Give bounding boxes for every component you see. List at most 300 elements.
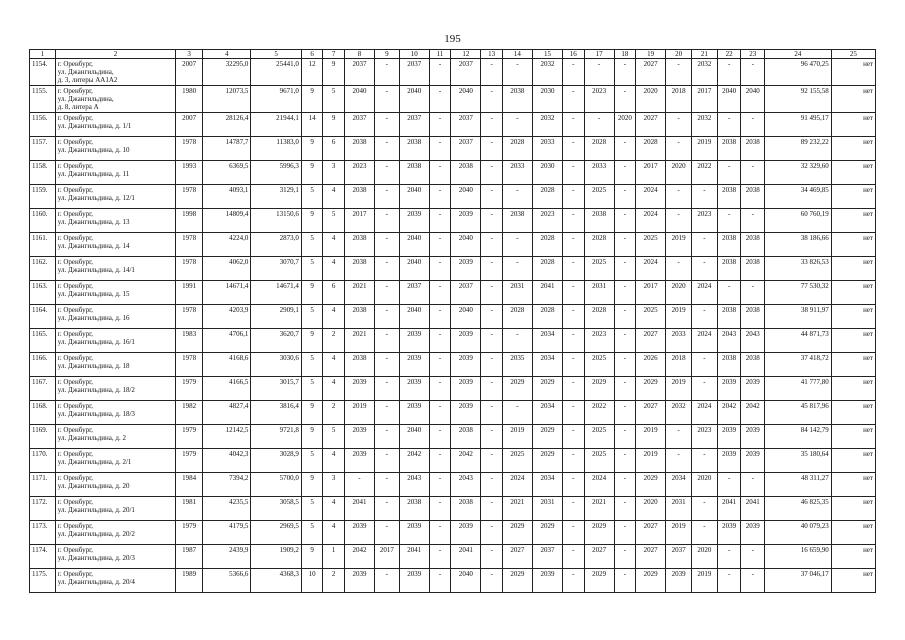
cell-col-16: - [563, 305, 584, 329]
cell-col-12: 2039 [451, 353, 481, 377]
cell-col-23: 2038 [741, 353, 765, 377]
cell-col-14: 2038 [502, 86, 532, 113]
cell-col-17: - [584, 59, 614, 86]
cell-col-12: 2043 [451, 473, 481, 497]
cell-col-16: - [563, 449, 584, 473]
cell-col-5: 25441,0 [251, 59, 302, 86]
cell-col-22: - [717, 59, 741, 86]
row-number: 1175. [30, 569, 56, 593]
cell-col-18: - [614, 161, 635, 185]
cell-col-9: - [374, 401, 399, 425]
cell-col-5: 3058,5 [251, 497, 302, 521]
cell-col-22: 2042 [717, 401, 741, 425]
cell-col-25: нет [831, 86, 875, 113]
column-number-cell: 19 [636, 50, 666, 59]
cell-col-19: 2027 [636, 521, 666, 545]
cell-col-19: 2027 [636, 329, 666, 353]
cell-col-19: 2029 [636, 569, 666, 593]
cell-col-18: - [614, 425, 635, 449]
table-row [30, 257, 876, 281]
cell-col-21: 2032 [692, 59, 718, 86]
cell-col-11: - [429, 257, 450, 281]
address-cell [55, 113, 175, 137]
address-line: г. Оренбург, [57, 378, 93, 386]
row-number: 1166. [30, 353, 56, 377]
cell-col-18: - [614, 281, 635, 305]
cell-col-23: 2042 [741, 401, 765, 425]
cell-col-9: - [374, 425, 399, 449]
cell-col-15: 2041 [532, 281, 562, 305]
cell-col-4: 5366,6 [203, 569, 251, 593]
row-number: 1171. [30, 473, 56, 497]
row-number: 1168. [30, 401, 56, 425]
table-row [30, 86, 876, 113]
cell-col-9: - [374, 377, 399, 401]
cell-col-9: - [374, 233, 399, 257]
cell-col-4: 7394,2 [203, 473, 251, 497]
column-number-cell: 2 [55, 50, 175, 59]
cell-col-20: 2031 [666, 497, 692, 521]
cell-col-22: - [717, 281, 741, 305]
cell-col-4: 14787,7 [203, 137, 251, 161]
cell-col-9: - [374, 185, 399, 209]
cell-col-6: 9 [301, 401, 322, 425]
cell-col-21: 2019 [692, 137, 718, 161]
cell-col-22: 2038 [717, 185, 741, 209]
cell-col-9: - [374, 59, 399, 86]
cell-col-6: 5 [301, 233, 322, 257]
cell-col-14: 2025 [502, 449, 532, 473]
cell-col-18: - [614, 257, 635, 281]
cell-col-6: 14 [301, 113, 322, 137]
cell-col-13: - [481, 113, 502, 137]
address-line: г. Оренбург, [57, 498, 93, 506]
cell-col-13: - [481, 569, 502, 593]
cell-col-19: 2028 [636, 137, 666, 161]
cell-col-18: - [614, 545, 635, 569]
row-number: 1173. [30, 521, 56, 545]
cell-col-18: - [614, 59, 635, 86]
column-number-cell: 15 [532, 50, 562, 59]
cell-col-10: 2040 [399, 86, 429, 113]
cell-col-24: 37 046,17 [765, 569, 832, 593]
table-row [30, 113, 876, 137]
cell-col-5: 3070,7 [251, 257, 302, 281]
table-row [30, 449, 876, 473]
column-number-cell: 9 [374, 50, 399, 59]
cell-col-9: - [374, 137, 399, 161]
row-number: 1156. [30, 113, 56, 137]
cell-col-8: 2042 [344, 545, 374, 569]
cell-col-14: - [502, 329, 532, 353]
cell-col-13: - [481, 425, 502, 449]
cell-col-17: 2025 [584, 185, 614, 209]
cell-col-6: 5 [301, 257, 322, 281]
cell-col-6: 9 [301, 161, 322, 185]
cell-col-7: 4 [323, 185, 344, 209]
cell-col-9: - [374, 329, 399, 353]
cell-col-11: - [429, 305, 450, 329]
address-line: г. Оренбург, [57, 210, 93, 218]
cell-col-21: 2022 [692, 161, 718, 185]
address-line: ул. Джангильдина, [57, 95, 114, 103]
cell-col-7: 6 [323, 137, 344, 161]
column-number-cell: 24 [765, 50, 832, 59]
cell-col-13: - [481, 185, 502, 209]
cell-col-19: 2024 [636, 209, 666, 233]
cell-col-23: 2038 [741, 137, 765, 161]
cell-col-12: 2040 [451, 185, 481, 209]
cell-col-10: 2039 [399, 377, 429, 401]
cell-col-5: 1909,2 [251, 545, 302, 569]
cell-col-4: 14671,4 [203, 281, 251, 305]
address-cell [55, 545, 175, 569]
cell-col-21: 2020 [692, 545, 718, 569]
cell-col-10: 2037 [399, 281, 429, 305]
address-line: ул. Джангильдина, д. 18/3 [57, 410, 135, 418]
cell-col-15: 2028 [532, 305, 562, 329]
address-line: ул. Джангильдина, д. 11 [57, 170, 130, 178]
cell-col-3: 1991 [176, 281, 203, 305]
cell-col-25: нет [831, 521, 875, 545]
cell-col-22: - [717, 209, 741, 233]
cell-col-24: 35 180,64 [765, 449, 832, 473]
cell-col-21: - [692, 353, 718, 377]
address-line: ул. Джангильдина, д. 14 [57, 242, 130, 250]
cell-col-16: - [563, 59, 584, 86]
cell-col-12: 2039 [451, 329, 481, 353]
cell-col-4: 12142,5 [203, 425, 251, 449]
cell-col-25: нет [831, 545, 875, 569]
cell-col-23: 2038 [741, 257, 765, 281]
cell-col-12: 2037 [451, 281, 481, 305]
cell-col-4: 2439,9 [203, 545, 251, 569]
cell-col-12: 2037 [451, 113, 481, 137]
cell-col-14: 2033 [502, 161, 532, 185]
cell-col-18: - [614, 86, 635, 113]
column-number-cell: 13 [481, 50, 502, 59]
cell-col-12: 2038 [451, 497, 481, 521]
cell-col-15: 2039 [532, 569, 562, 593]
cell-col-25: нет [831, 113, 875, 137]
cell-col-5: 3030,6 [251, 353, 302, 377]
cell-col-5: 3028,9 [251, 449, 302, 473]
cell-col-19: 2025 [636, 233, 666, 257]
cell-col-11: - [429, 329, 450, 353]
cell-col-13: - [481, 305, 502, 329]
cell-col-24: 41 777,80 [765, 377, 832, 401]
cell-col-6: 5 [301, 185, 322, 209]
address-cell [55, 233, 175, 257]
cell-col-11: - [429, 113, 450, 137]
cell-col-13: - [481, 281, 502, 305]
cell-col-22: 2039 [717, 449, 741, 473]
cell-col-7: 4 [323, 257, 344, 281]
cell-col-10: 2043 [399, 473, 429, 497]
cell-col-6: 5 [301, 497, 322, 521]
cell-col-24: 92 155,58 [765, 86, 832, 113]
cell-col-13: - [481, 449, 502, 473]
cell-col-4: 4166,5 [203, 377, 251, 401]
cell-col-4: 6369,5 [203, 161, 251, 185]
cell-col-25: нет [831, 401, 875, 425]
column-number-cell: 20 [666, 50, 692, 59]
cell-col-24: 48 311,27 [765, 473, 832, 497]
cell-col-20: - [666, 209, 692, 233]
cell-col-4: 12073,5 [203, 86, 251, 113]
address-line: ул. Джангильдина, д. 2/1 [57, 458, 132, 466]
cell-col-18: - [614, 185, 635, 209]
address-line: г. Оренбург, [57, 258, 93, 266]
address-line: ул. Джангильдина, д. 14/1 [57, 266, 135, 274]
cell-col-19: 2020 [636, 497, 666, 521]
cell-col-17: 2022 [584, 401, 614, 425]
cell-col-17: 2025 [584, 449, 614, 473]
cell-col-14: 2024 [502, 473, 532, 497]
cell-col-17: 2033 [584, 161, 614, 185]
cell-col-9: - [374, 161, 399, 185]
cell-col-14: 2035 [502, 353, 532, 377]
cell-col-24: 46 825,35 [765, 497, 832, 521]
cell-col-22: 2038 [717, 305, 741, 329]
cell-col-20: - [666, 59, 692, 86]
cell-col-12: 2038 [451, 161, 481, 185]
cell-col-7: 4 [323, 377, 344, 401]
cell-col-20: 2039 [666, 569, 692, 593]
table-row [30, 209, 876, 233]
cell-col-19: 2024 [636, 257, 666, 281]
column-number-cell: 11 [429, 50, 450, 59]
address-line: ул. Джангильдина, д. 2 [57, 434, 126, 442]
cell-col-20: - [666, 185, 692, 209]
cell-col-16: - [563, 257, 584, 281]
address-line: г. Оренбург, [57, 162, 93, 170]
cell-col-17: - [584, 113, 614, 137]
cell-col-9: - [374, 473, 399, 497]
cell-col-23: 2043 [741, 329, 765, 353]
column-number-cell: 18 [614, 50, 635, 59]
cell-col-19: 2024 [636, 185, 666, 209]
cell-col-9: - [374, 257, 399, 281]
address-cell [55, 161, 175, 185]
cell-col-12: 2040 [451, 86, 481, 113]
cell-col-8: 2039 [344, 377, 374, 401]
cell-col-3: 1981 [176, 497, 203, 521]
column-number-cell: 10 [399, 50, 429, 59]
address-line: ул. Джангильдина, д. 18 [57, 362, 130, 370]
cell-col-16: - [563, 161, 584, 185]
cell-col-18: - [614, 137, 635, 161]
cell-col-25: нет [831, 329, 875, 353]
cell-col-9: 2017 [374, 545, 399, 569]
cell-col-14: 2028 [502, 137, 532, 161]
cell-col-3: 1987 [176, 545, 203, 569]
cell-col-3: 1978 [176, 257, 203, 281]
address-cell [55, 449, 175, 473]
cell-col-14: 2019 [502, 425, 532, 449]
cell-col-24: 60 760,19 [765, 209, 832, 233]
cell-col-3: 1978 [176, 233, 203, 257]
address-cell [55, 257, 175, 281]
cell-col-20: 2020 [666, 281, 692, 305]
cell-col-17: 2028 [584, 305, 614, 329]
cell-col-11: - [429, 521, 450, 545]
address-line: ул. Джангильдина, д. 13 [57, 218, 130, 226]
cell-col-12: 2040 [451, 233, 481, 257]
cell-col-5: 21944,1 [251, 113, 302, 137]
table-row [30, 59, 876, 86]
cell-col-14: 2029 [502, 377, 532, 401]
address-cell [55, 401, 175, 425]
cell-col-21: 2023 [692, 425, 718, 449]
cell-col-16: - [563, 425, 584, 449]
address-line: г. Оренбург, [57, 522, 93, 530]
cell-col-22: - [717, 113, 741, 137]
address-line: ул. Джангильдина, д. 1/1 [57, 122, 132, 130]
cell-col-17: 2024 [584, 473, 614, 497]
cell-col-4: 4168,6 [203, 353, 251, 377]
cell-col-6: 9 [301, 545, 322, 569]
cell-col-5: 3816,4 [251, 401, 302, 425]
cell-col-7: 4 [323, 449, 344, 473]
cell-col-3: 1979 [176, 377, 203, 401]
address-line: ул. Джангильдина, д. 20/2 [57, 530, 135, 538]
cell-col-21: 2020 [692, 473, 718, 497]
cell-col-19: 2027 [636, 545, 666, 569]
cell-col-11: - [429, 401, 450, 425]
cell-col-13: - [481, 257, 502, 281]
cell-col-9: - [374, 305, 399, 329]
cell-col-7: 1 [323, 545, 344, 569]
address-line: г. Оренбург, [57, 330, 93, 338]
address-cell [55, 353, 175, 377]
cell-col-3: 1980 [176, 86, 203, 113]
cell-col-19: 2027 [636, 401, 666, 425]
cell-col-11: - [429, 185, 450, 209]
cell-col-13: - [481, 59, 502, 86]
cell-col-14: - [502, 59, 532, 86]
table-row [30, 569, 876, 593]
cell-col-4: 4827,4 [203, 401, 251, 425]
cell-col-9: - [374, 497, 399, 521]
cell-col-6: 5 [301, 521, 322, 545]
cell-col-9: - [374, 569, 399, 593]
address-line: г. Оренбург, [57, 282, 93, 290]
cell-col-19: 2017 [636, 161, 666, 185]
cell-col-25: нет [831, 377, 875, 401]
cell-col-18: 2020 [614, 113, 635, 137]
housing-registry-table [29, 49, 876, 593]
cell-col-24: 32 329,60 [765, 161, 832, 185]
cell-col-5: 14671,4 [251, 281, 302, 305]
cell-col-20: - [666, 257, 692, 281]
cell-col-20: 2034 [666, 473, 692, 497]
cell-col-13: - [481, 497, 502, 521]
cell-col-25: нет [831, 473, 875, 497]
column-number-cell: 1 [30, 50, 56, 59]
cell-col-22: - [717, 161, 741, 185]
cell-col-18: - [614, 473, 635, 497]
cell-col-10: 2039 [399, 569, 429, 593]
address-line: г. Оренбург, [57, 546, 93, 554]
cell-col-8: 2041 [344, 497, 374, 521]
cell-col-15: 2028 [532, 233, 562, 257]
cell-col-15: 2034 [532, 353, 562, 377]
cell-col-16: - [563, 329, 584, 353]
cell-col-19: 2026 [636, 353, 666, 377]
cell-col-16: - [563, 473, 584, 497]
cell-col-23: - [741, 281, 765, 305]
cell-col-21: - [692, 497, 718, 521]
cell-col-10: 2041 [399, 545, 429, 569]
column-number-cell: 12 [451, 50, 481, 59]
cell-col-18: - [614, 401, 635, 425]
cell-col-14: - [502, 257, 532, 281]
cell-col-8: 2038 [344, 353, 374, 377]
cell-col-8: 2038 [344, 257, 374, 281]
address-line: д. 3, литеры АА1А2 [57, 76, 118, 84]
cell-col-3: 1982 [176, 401, 203, 425]
column-number-cell: 5 [251, 50, 302, 59]
cell-col-15: 2028 [532, 257, 562, 281]
address-line: г. Оренбург, [57, 87, 93, 95]
cell-col-14: 2028 [502, 305, 532, 329]
cell-col-22: 2038 [717, 353, 741, 377]
row-number: 1169. [30, 425, 56, 449]
address-line: г. Оренбург, [57, 570, 93, 578]
cell-col-25: нет [831, 257, 875, 281]
cell-col-18: - [614, 569, 635, 593]
cell-col-13: - [481, 521, 502, 545]
cell-col-22: 2043 [717, 329, 741, 353]
address-line: ул. Джангильдина, д. 10 [57, 146, 130, 154]
cell-col-19: 2029 [636, 377, 666, 401]
cell-col-15: 2034 [532, 401, 562, 425]
cell-col-19: 2029 [636, 473, 666, 497]
cell-col-20: - [666, 113, 692, 137]
cell-col-10: 2039 [399, 329, 429, 353]
cell-col-10: 2038 [399, 497, 429, 521]
cell-col-20: 2037 [666, 545, 692, 569]
cell-col-8: 2037 [344, 59, 374, 86]
cell-col-11: - [429, 281, 450, 305]
cell-col-18: - [614, 449, 635, 473]
cell-col-11: - [429, 449, 450, 473]
cell-col-25: нет [831, 569, 875, 593]
cell-col-14: - [502, 185, 532, 209]
cell-col-25: нет [831, 497, 875, 521]
cell-col-20: 2032 [666, 401, 692, 425]
cell-col-8: 2038 [344, 305, 374, 329]
cell-col-10: 2040 [399, 233, 429, 257]
cell-col-20: 2018 [666, 353, 692, 377]
cell-col-8: 2021 [344, 329, 374, 353]
cell-col-3: 1979 [176, 449, 203, 473]
cell-col-23: 2039 [741, 377, 765, 401]
cell-col-17: 2029 [584, 377, 614, 401]
table-row [30, 401, 876, 425]
address-cell [55, 281, 175, 305]
row-number: 1172. [30, 497, 56, 521]
cell-col-22: 2040 [717, 86, 741, 113]
cell-col-3: 1978 [176, 185, 203, 209]
cell-col-23: - [741, 545, 765, 569]
cell-col-12: 2039 [451, 257, 481, 281]
cell-col-5: 5996,3 [251, 161, 302, 185]
cell-col-24: 38 186,66 [765, 233, 832, 257]
address-cell [55, 377, 175, 401]
cell-col-15: 2029 [532, 449, 562, 473]
